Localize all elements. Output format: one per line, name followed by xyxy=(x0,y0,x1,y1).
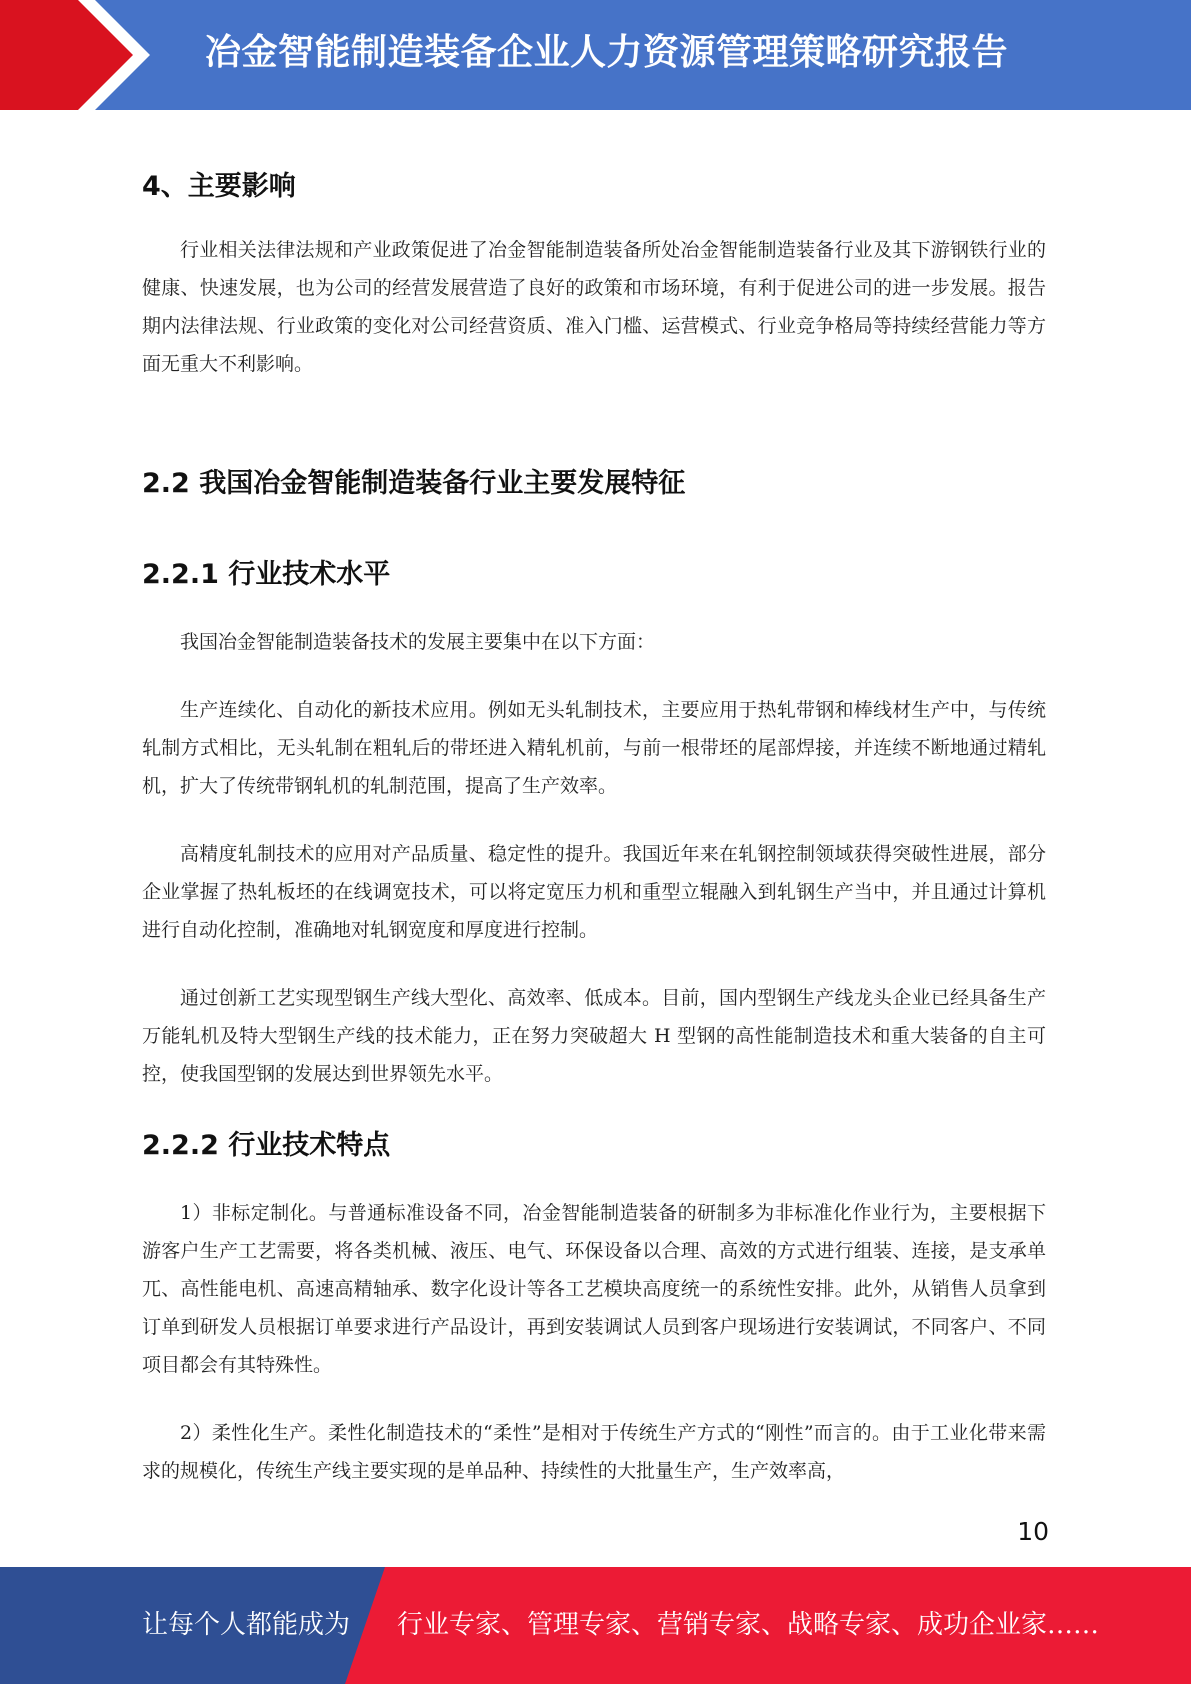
red-arrow-decoration xyxy=(0,0,150,110)
footer-slogan-right: 行业专家、管理专家、营销专家、战略专家、成功企业家…… xyxy=(397,1610,1100,1640)
header-banner xyxy=(0,0,1191,110)
subsection-heading: 2.2.1 行业技术水平 xyxy=(142,559,391,590)
subsection-heading: 2.2.2 行业技术特点 xyxy=(142,1130,391,1161)
paragraph: 我国冶金智能制造装备技术的发展主要集中在以下方面： xyxy=(180,631,656,653)
paragraph: 1）非标定制化。与普通标准设备不同，冶金智能制造装备的研制多为非标准化作业行为，主要根据下游客户生产工艺需要，将各类机械、液压、电气、环保设备以合理、高效的方式进行组装、连接，是支承单兀、高性能电机、高速高精轴承、数字化设计等各工艺模块高度统一的系统性安排。此外，从销售人员拿到订单到研发人员根据订单要求进行产品设计，再到安装调试人员到客户现场进行安装调试，不同客户、不同项目都会有其特殊性。 xyxy=(142,1202,1046,1376)
document-body xyxy=(142,140,1046,1490)
paragraph: 生产连续化、自动化的新技术应用。例如无头轧制技术，主要应用于热轧带钢和棒线材生产中，与传统轧制方式相比，无头轧制在粗轧后的带坯进入精轧机前，与前一根带坯的尾部焊接，并连续不断地通过精轧机，扩大了传统带钢轧机的轧制范围，提高了生产效率。 xyxy=(142,699,1046,797)
section-heading: 4、主要影响 xyxy=(142,171,296,202)
footer-slogan-left: 让每个人都能成为 xyxy=(142,1610,351,1640)
report-title: 冶金智能制造装备企业人力资源管理策略研究报告 xyxy=(205,32,1009,73)
paragraph: 行业相关法律法规和产业政策促进了冶金智能制造装备所处冶金智能制造装备行业及其下游钢铁行业的健康、快速发展，也为公司的经营发展营造了良好的政策和市场环境，有利于促进公司的进一步发展。报告期内法律法规、行业政策的变化对公司经营资质、准入门槛、运营模式、行业竞争格局等持续经营能力等方面无重大不利影响。 xyxy=(142,239,1046,375)
footer-banner xyxy=(0,1567,1191,1684)
paragraph: 通过创新工艺实现型钢生产线大型化、高效率、低成本。目前，国内型钢生产线龙头企业已经具备生产万能轧机及特大型钢生产线的技术能力，正在努力突破超大 H 型钢的高性能制造技术和重大装备的自主可控，使我国型钢的发展达到世界领先水平。 xyxy=(142,987,1046,1085)
page-number: 10 xyxy=(1017,1517,1049,1546)
section-heading: 2.2 我国冶金智能制造装备行业主要发展特征 xyxy=(142,468,686,499)
paragraph: 高精度轧制技术的应用对产品质量、稳定性的提升。我国近年来在轧钢控制领域获得突破性进展，部分企业掌握了热轧板坯的在线调宽技术，可以将定宽压力机和重型立辊融入到轧钢生产当中，并且通过计算机进行自动化控制，准确地对轧钢宽度和厚度进行控制。 xyxy=(142,843,1046,941)
paragraph: 2）柔性化生产。柔性化制造技术的“柔性”是相对于传统生产方式的“刚性”而言的。由于工业化带来需求的规模化，传统生产线主要实现的是单品种、持续性的大批量生产，生产效率高， xyxy=(142,1422,1046,1482)
